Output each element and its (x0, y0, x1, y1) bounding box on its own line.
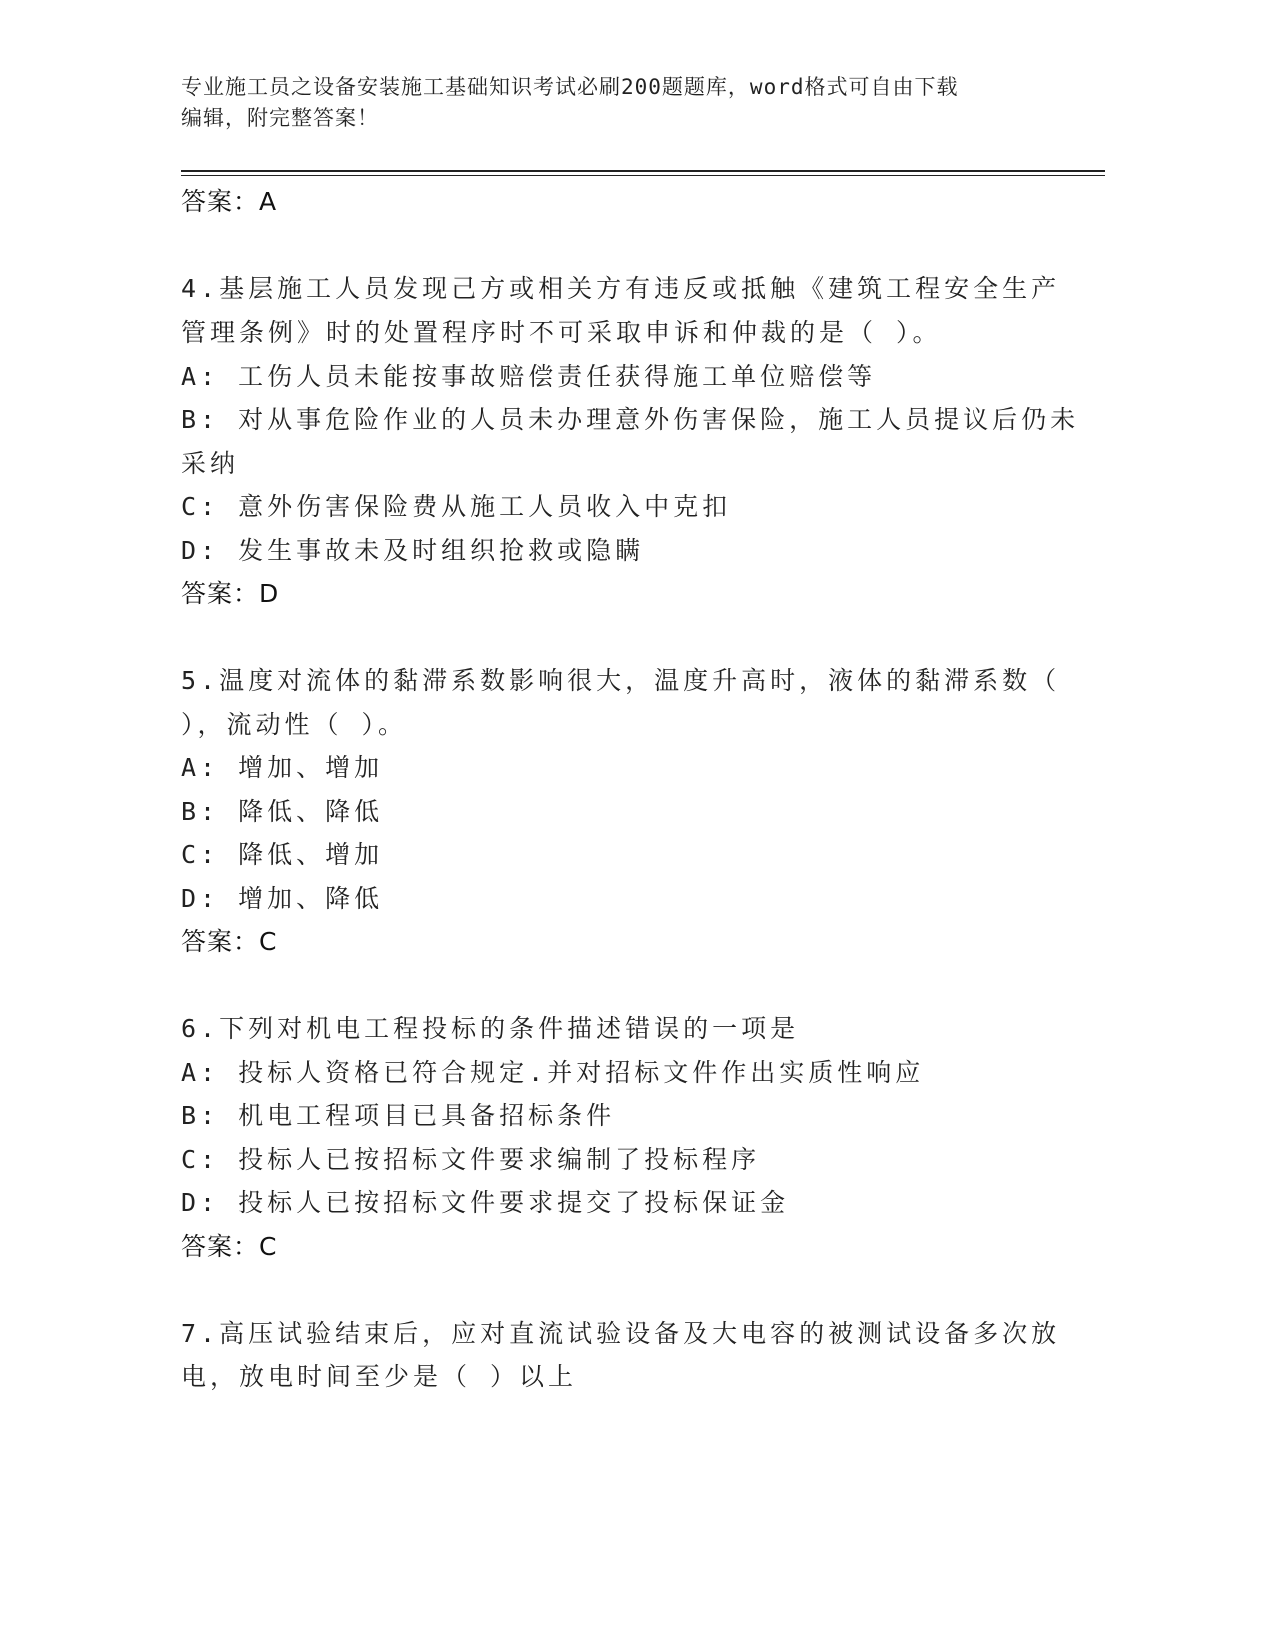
header-divider-thin (181, 175, 1105, 176)
question-6-option-b: B: 机电工程项目已具备招标条件 (181, 1101, 616, 1130)
question-7-text-line-1: 7.高压试验结束后，应对直流试验设备及大电容的被测试设备多次放 (181, 1319, 1061, 1348)
question-5-text-line-1: 5.温度对流体的黏滞系数影响很大，温度升高时，液体的黏滞系数（ (181, 666, 1061, 695)
answer-q4: 答案：D (181, 579, 280, 608)
question-5-option-c: C: 降低、增加 (181, 840, 384, 869)
page-header (181, 72, 1061, 134)
question-4-option-a: A: 工伤人员未能按事故赔偿责任获得施工单位赔偿等 (181, 362, 877, 391)
question-6-option-c: C: 投标人已按招标文件要求编制了投标程序 (181, 1145, 761, 1174)
question-5-option-b: B: 降低、降低 (181, 797, 384, 826)
question-5-option-a: A: 增加、增加 (181, 753, 384, 782)
question-4-text-line-2: 管理条例》时的处置程序时不可采取申诉和仲裁的是（ ）。 (181, 318, 942, 347)
answer-q6: 答案：C (181, 1232, 278, 1261)
question-5-text-line-2: ），流动性（ ）。 (181, 710, 408, 739)
answer-q5: 答案：C (181, 927, 278, 956)
question-4-option-b-line-1: B: 对从事危险作业的人员未办理意外伤害保险，施工人员提议后仍未 (181, 405, 1080, 434)
question-5-option-d: D: 增加、降低 (181, 884, 384, 913)
header-title-line-2: 编辑，附完整答案！ (181, 106, 379, 130)
header-title-line-1: 专业施工员之设备安装施工基础知识考试必刷200题题库，word格式可自由下载 (181, 75, 959, 99)
question-4-option-d: D: 发生事故未及时组织抢救或隐瞒 (181, 536, 645, 565)
question-6-text-line-1: 6.下列对机电工程投标的条件描述错误的一项是 (181, 1014, 800, 1043)
question-7-text-line-2: 电，放电时间至少是（ ）以上 (181, 1362, 578, 1391)
question-4-option-c: C: 意外伤害保险费从施工人员收入中克扣 (181, 492, 732, 521)
question-4-option-b-line-2: 采纳 (181, 449, 240, 478)
header-divider-thick (181, 170, 1105, 172)
question-6-option-d: D: 投标人已按招标文件要求提交了投标保证金 (181, 1188, 790, 1217)
question-4-text-line-1: 4.基层施工人员发现己方或相关方有违反或抵触《建筑工程安全生产 (181, 274, 1061, 303)
question-6-option-a: A: 投标人资格已符合规定.并对招标文件作出实质性响应 (181, 1058, 925, 1087)
answer-q3: 答案：A (181, 187, 278, 216)
